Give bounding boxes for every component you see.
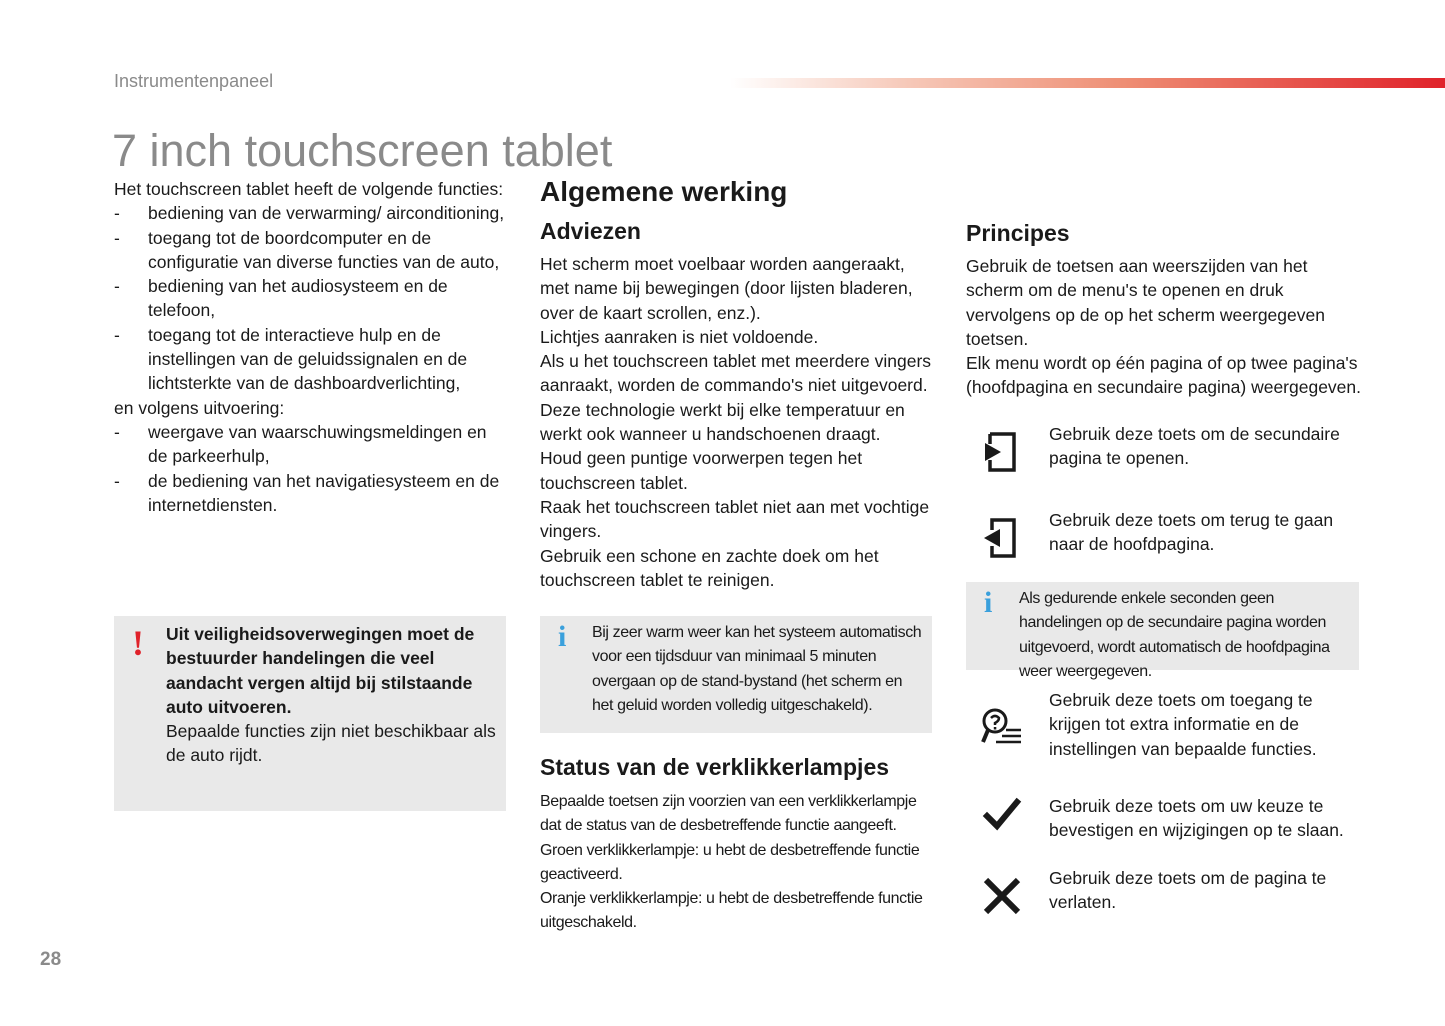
return-info-box — [966, 582, 1359, 680]
advice-paragraph: Het scherm moet voelbaar worden aangeraakt, met name bij bewegingen (door lijsten bladeren, over de kaart scrollen, enz.). — [540, 254, 913, 323]
button-row-close — [966, 866, 1366, 946]
version-functions-list — [114, 420, 506, 517]
warning-text — [166, 622, 500, 768]
advice-heading: Adviezen — [540, 218, 641, 244]
column-functions — [114, 177, 506, 517]
advice-paragraph: Als u het touchscreen tablet met meerdere vingers aanraakt, worden de commando's niet uitgevoerd. — [540, 351, 932, 396]
advice-paragraph: Houd geen puntige voorwerpen tegen het touchscreen tablet. — [540, 448, 863, 493]
list-item: - toegang tot de interactieve hulp en de instellingen van de geluidssignalen en de lichtsterkte van de dashboardverlichting, — [114, 323, 506, 396]
warning-box — [114, 616, 506, 811]
advice-paragraph: Deze technologie werkt bij elke temperatuur en werkt ook wanneer u handschoenen draagt. — [540, 399, 905, 445]
column-principles — [966, 218, 1366, 400]
status-paragraph: Bepaalde toetsen zijn voorzien van een verklikkerlampje dat de status van de desbetreffende functie aangeeft. — [540, 793, 917, 835]
list-item: - bediening van het audiosysteem en de telefoon, — [114, 274, 506, 323]
principles-paragraph: Elk menu wordt op één pagina of op twee pagina's (hoofdpagina en secundaire pagina) weergegeven. — [966, 353, 1362, 398]
confirm-text: Gebruik deze toets om uw keuze te bevestigen en wijzigingen op te slaan. — [1049, 796, 1344, 841]
functions-intro: Het touchscreen tablet heeft de volgende functies: — [114, 179, 504, 199]
close-icon — [980, 874, 1024, 918]
button-row-confirm — [966, 794, 1366, 874]
list-item: - de bediening van het navigatiesysteem en de internetdiensten. — [114, 469, 506, 518]
status-text — [540, 790, 940, 936]
info-icon: i — [984, 586, 993, 619]
status-paragraph: Oranje verklikkerlampje: u hebt de desbetreffende functie uitgeschakeld. — [540, 890, 923, 932]
button-row-options — [966, 688, 1366, 768]
advice-paragraph: Gebruik een schone en zachte doek om het touchscreen tablet te reinigen. — [540, 545, 879, 590]
standby-info-text: Bij zeer warm weer kan het systeem automatisch voor een tijdsduur van minimaal 5 minuten overgaan op de stand-bystand (het scherm en het geluid worden volledig uitgeschakeld). — [592, 624, 922, 714]
page-title: 7 inch touchscreen tablet — [112, 125, 613, 176]
main-page-icon — [980, 516, 1024, 560]
principles-heading: Principes — [966, 220, 1070, 246]
list-item: - toegang tot de boordcomputer en de configuratie van diverse functies van de auto, — [114, 226, 506, 275]
secondary-page-text: Gebruik deze toets om de secundaire pagina te openen. — [1049, 424, 1340, 469]
general-heading: Algemene werking — [540, 176, 788, 207]
info-icon: i — [558, 620, 567, 653]
page-number: 28 — [40, 949, 62, 970]
list-item: - weergave van waarschuwingsmeldingen en de parkeerhulp, — [114, 420, 506, 469]
functions-list — [114, 201, 506, 395]
secondary-page-icon — [980, 430, 1024, 474]
advice-paragraph: Raak het touchscreen tablet niet aan met vochtige vingers. — [540, 496, 930, 542]
warning-icon: ! — [132, 623, 144, 663]
close-text: Gebruik deze toets om de pagina te verlaten. — [1049, 868, 1327, 913]
main-page-text: Gebruik deze toets om terug te gaan naar de hoofdpagina. — [1049, 510, 1334, 555]
status-paragraph: Groen verklikkerlampje: u hebt de desbetreffende functie geactiveerd. — [540, 841, 920, 883]
standby-info-box — [540, 616, 932, 733]
return-info-text: Als gedurende enkele seconden geen handelingen op de secundaire pagina worden uitgevoerd, wordt automatisch de hoofdpagina weer weergegeven. — [1019, 590, 1330, 680]
warning-bold-text: Uit veiligheidsoverwegingen moet de bestuurder handelingen die veel aandacht vergen altijd bij stilstaande auto uitvoeren. — [166, 624, 475, 717]
button-row-secondary — [966, 422, 1366, 502]
principles-paragraph: Gebruik de toetsen aan weerszijden van het scherm om de menu's te openen en druk vervolgens op de op het scherm weergegeven toetsen. — [966, 256, 1325, 349]
section-label: Instrumentenpaneel — [114, 71, 274, 91]
column-general — [540, 174, 932, 592]
list-item: - bediening van de verwarming/ airconditioning, — [114, 201, 506, 225]
header-accent-bar — [730, 78, 1445, 88]
version-intro: en volgens uitvoering: — [114, 397, 285, 418]
warning-normal-text: Bepaalde functies zijn niet beschikbaar als de auto rijdt. — [166, 721, 496, 766]
options-icon — [980, 706, 1024, 750]
button-row-main — [966, 508, 1366, 588]
checkmark-icon — [980, 794, 1024, 838]
options-text: Gebruik deze toets om toegang te krijgen tot extra informatie en de instellingen van bepaalde functies. — [1049, 690, 1317, 759]
advice-paragraph: Lichtjes aanraken is niet voldoende. — [540, 326, 819, 347]
status-heading: Status van de verklikkerlampjes — [540, 754, 890, 780]
